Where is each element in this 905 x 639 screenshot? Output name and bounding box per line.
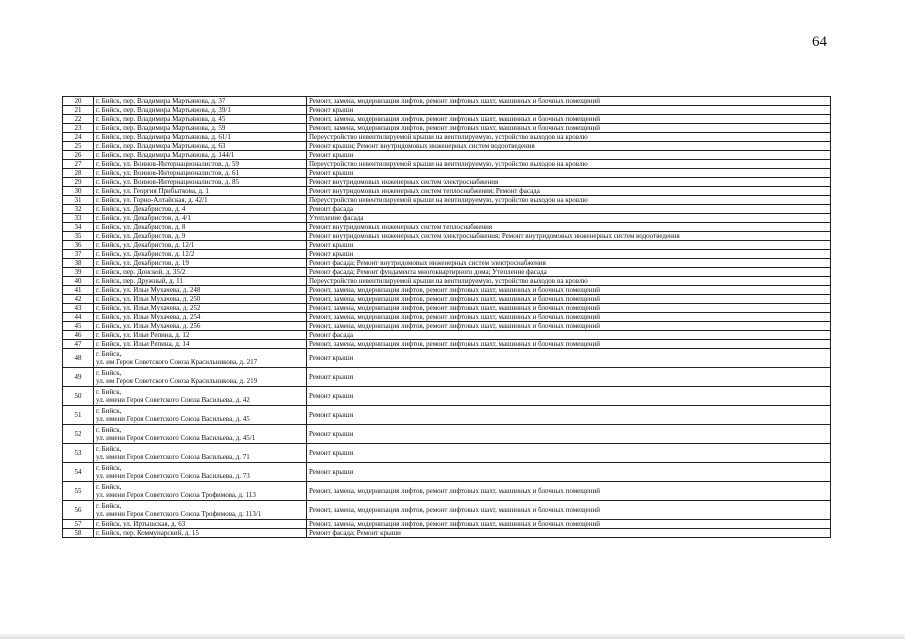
- table-row: [63, 387, 831, 406]
- table-row: [63, 501, 831, 520]
- table-row: [63, 304, 831, 313]
- row-number: 26: [63, 151, 94, 160]
- row-work-type: Ремонт крыши; Ремонт внутридомовых инженерных систем водоотведения: [307, 142, 831, 151]
- row-address: [94, 133, 307, 142]
- row-address: [94, 277, 307, 286]
- row-work-type: Ремонт крыши: [307, 106, 831, 115]
- row-number: 23: [63, 124, 94, 133]
- row-number: 29: [63, 178, 94, 187]
- address-line: г. Бийск,: [96, 350, 122, 358]
- row-address: [94, 142, 307, 151]
- row-address: [94, 425, 307, 444]
- row-address: [94, 501, 307, 520]
- row-number: 41: [63, 286, 94, 295]
- table-row: [63, 250, 831, 259]
- row-number: 42: [63, 295, 94, 304]
- row-address: [94, 187, 307, 196]
- works-table-body: [63, 97, 831, 538]
- row-work-type: Ремонт фасада; Ремонт внутридомовых инженерных систем электроснабжения: [307, 259, 831, 268]
- address-line: г. Бийск, ул. Декабристов, д. 19: [96, 259, 189, 267]
- row-address: [94, 387, 307, 406]
- row-work-type: Переустройство невентилируемой крыши на вентилируемую, устройство выходов на кровлю: [307, 160, 831, 169]
- address-line: г. Бийск,: [96, 464, 122, 472]
- address-line: ул. имени Героя Советского Союза Трофимова, д. 113: [96, 491, 256, 499]
- row-work-type: Ремонт крыши: [307, 406, 831, 425]
- table-row: [63, 169, 831, 178]
- row-number: 56: [63, 501, 94, 520]
- address-line: ул. им Героя Советского Союза Красильникова, д. 219: [96, 377, 258, 385]
- row-number: 27: [63, 160, 94, 169]
- row-address: [94, 196, 307, 205]
- row-work-type: Ремонт, замена, модернизация лифтов, ремонт лифтовых шахт, машинных и блочных помещений: [307, 322, 831, 331]
- table-row: [63, 268, 831, 277]
- table-row: [63, 196, 831, 205]
- row-work-type: Ремонт крыши: [307, 425, 831, 444]
- table-row: [63, 322, 831, 331]
- address-line: ул. имени Героя Советского Союза Васильева, д. 45: [96, 415, 250, 423]
- row-work-type: Ремонт фасада: [307, 331, 831, 340]
- row-work-type: Ремонт, замена, модернизация лифтов, ремонт лифтовых шахт, машинных и блочных помещений: [307, 482, 831, 501]
- row-number: 48: [63, 349, 94, 368]
- row-work-type: Ремонт, замена, модернизация лифтов, ремонт лифтовых шахт, машинных и блочных помещений: [307, 304, 831, 313]
- row-work-type: Ремонт крыши: [307, 387, 831, 406]
- row-address: [94, 368, 307, 387]
- address-line: г. Бийск, ул. Декабристов, д. 4/1: [96, 214, 191, 222]
- row-address: [94, 406, 307, 425]
- row-number: 57: [63, 520, 94, 529]
- table-row: [63, 115, 831, 124]
- row-number: 34: [63, 223, 94, 232]
- row-address: [94, 463, 307, 482]
- address-line: ул. им Героя Советского Союза Красильникова, д. 217: [96, 358, 258, 366]
- table-row: [63, 97, 831, 106]
- table-row: [63, 223, 831, 232]
- address-line: г. Бийск, ул. Ильи Репина, д. 14: [96, 340, 190, 348]
- row-address: [94, 340, 307, 349]
- table-row: [63, 340, 831, 349]
- table-row: [63, 124, 831, 133]
- row-work-type: Ремонт крыши: [307, 151, 831, 160]
- row-address: [94, 313, 307, 322]
- row-work-type: Ремонт внутридомовых инженерных систем теплоснабжения: [307, 223, 831, 232]
- table-row: [63, 444, 831, 463]
- table-row: [63, 151, 831, 160]
- row-work-type: Ремонт, замена, модернизация лифтов, ремонт лифтовых шахт, машинных и блочных помещений: [307, 501, 831, 520]
- row-address: [94, 106, 307, 115]
- address-line: г. Бийск, ул. Декабристов, д. 4: [96, 205, 186, 213]
- address-line: ул. имени Героя Советского Союза Васильева, д. 45/1: [96, 434, 256, 442]
- row-number: 43: [63, 304, 94, 313]
- row-number: 22: [63, 115, 94, 124]
- row-address: [94, 268, 307, 277]
- table-row: [63, 368, 831, 387]
- table-row: [63, 160, 831, 169]
- row-work-type: Ремонт, замена, модернизация лифтов, ремонт лифтовых шахт, машинных и блочных помещений: [307, 295, 831, 304]
- row-address: [94, 178, 307, 187]
- table-row: [63, 241, 831, 250]
- address-line: ул. имени Героя Советского Союза Васильева, д. 42: [96, 396, 250, 404]
- row-address: [94, 232, 307, 241]
- row-work-type: Ремонт, замена, модернизация лифтов, ремонт лифтовых шахт, машинных и блочных помещений: [307, 124, 831, 133]
- row-number: 35: [63, 232, 94, 241]
- address-line: г. Бийск, пер. Владимира Мартьянова, д. 39/1: [96, 106, 231, 114]
- address-line: г. Бийск, ул. Ильи Мухачева, д. 248: [96, 286, 201, 294]
- row-work-type: Ремонт фасада: [307, 205, 831, 214]
- address-line: г. Бийск, пер. Дружный, д. 11: [96, 277, 183, 285]
- row-work-type: Ремонт крыши: [307, 463, 831, 482]
- address-line: г. Бийск, ул. Ильи Мухачева, д. 250: [96, 295, 201, 303]
- row-number: 21: [63, 106, 94, 115]
- row-number: 51: [63, 406, 94, 425]
- address-line: г. Бийск, ул. Иртышская, д. 63: [96, 520, 186, 528]
- address-line: г. Бийск,: [96, 502, 122, 510]
- address-line: г. Бийск, ул. Ильи Мухачева, д. 256: [96, 322, 201, 330]
- table-row: [63, 529, 831, 538]
- address-line: г. Бийск,: [96, 388, 122, 396]
- row-work-type: Ремонт фасада; Ремонт крыши: [307, 529, 831, 538]
- row-number: 38: [63, 259, 94, 268]
- address-line: ул. имени Героя Советского Союза Трофимова, д. 113/1: [96, 510, 262, 518]
- address-line: г. Бийск, пер. Владимира Мартьянова, д. 144/1: [96, 151, 235, 159]
- table-row: [63, 106, 831, 115]
- row-address: [94, 304, 307, 313]
- row-work-type: Ремонт крыши: [307, 250, 831, 259]
- row-work-type: Переустройство невентилируемой крыши на вентилируемую, устройство выходов на кровлю: [307, 196, 831, 205]
- address-line: г. Бийск, пер. Владимира Мартьянова, д. 45: [96, 115, 226, 123]
- table-row: [63, 133, 831, 142]
- row-number: 53: [63, 444, 94, 463]
- row-number: 28: [63, 169, 94, 178]
- address-line: г. Бийск, ул. Ильи Репина, д. 12: [96, 331, 190, 339]
- row-work-type: Утепление фасада: [307, 214, 831, 223]
- row-number: 54: [63, 463, 94, 482]
- row-address: [94, 529, 307, 538]
- table-row: [63, 205, 831, 214]
- works-table: [62, 96, 831, 538]
- address-line: г. Бийск, пер. Владимира Мартьянова, д. 59: [96, 124, 226, 132]
- table-row: [63, 187, 831, 196]
- row-number: 55: [63, 482, 94, 501]
- table-row: [63, 295, 831, 304]
- row-address: [94, 169, 307, 178]
- row-number: 37: [63, 250, 94, 259]
- address-line: г. Бийск,: [96, 445, 122, 453]
- row-number: 58: [63, 529, 94, 538]
- row-address: [94, 520, 307, 529]
- row-number: 46: [63, 331, 94, 340]
- row-work-type: Ремонт, замена, модернизация лифтов, ремонт лифтовых шахт, машинных и блочных помещений: [307, 520, 831, 529]
- table-row: [63, 406, 831, 425]
- row-number: 24: [63, 133, 94, 142]
- table-row: [63, 286, 831, 295]
- row-number: 36: [63, 241, 94, 250]
- table-row: [63, 259, 831, 268]
- address-line: г. Бийск,: [96, 369, 122, 377]
- address-line: г. Бийск, пер. Коммунарский, д. 15: [96, 529, 199, 537]
- table-row: [63, 178, 831, 187]
- row-number: 32: [63, 205, 94, 214]
- row-work-type: Ремонт внутридомовых инженерных систем электроснабжения: [307, 178, 831, 187]
- address-line: г. Бийск, ул. Георгия Прибыткова, д. 1: [96, 187, 210, 195]
- row-address: [94, 214, 307, 223]
- row-work-type: Ремонт крыши: [307, 349, 831, 368]
- row-work-type: Ремонт крыши: [307, 368, 831, 387]
- table-row: [63, 277, 831, 286]
- address-line: г. Бийск, ул. Декабристов, д. 8: [96, 223, 186, 231]
- table-row: [63, 214, 831, 223]
- row-number: 52: [63, 425, 94, 444]
- address-line: г. Бийск, ул. Горно-Алтайская, д. 42/1: [96, 196, 208, 204]
- row-number: 47: [63, 340, 94, 349]
- row-work-type: Ремонт, замена, модернизация лифтов, ремонт лифтовых шахт, машинных и блочных помещений: [307, 286, 831, 295]
- table-row: [63, 232, 831, 241]
- row-number: 44: [63, 313, 94, 322]
- address-line: ул. имени Героя Советского Союза Васильева, д. 73: [96, 472, 250, 480]
- scan-edge: [0, 633, 905, 639]
- row-address: [94, 259, 307, 268]
- row-address: [94, 160, 307, 169]
- address-line: г. Бийск, ул. Декабристов, д. 9: [96, 232, 186, 240]
- row-address: [94, 124, 307, 133]
- table-row: [63, 313, 831, 322]
- row-address: [94, 349, 307, 368]
- row-number: 49: [63, 368, 94, 387]
- address-line: г. Бийск, пер. Владимира Мартьянова, д. 61/1: [96, 133, 231, 141]
- row-work-type: Ремонт, замена, модернизация лифтов, ремонт лифтовых шахт, машинных и блочных помещений: [307, 115, 831, 124]
- table-row: [63, 463, 831, 482]
- row-address: [94, 151, 307, 160]
- page-number: 64: [812, 34, 827, 50]
- row-work-type: Переустройство невентилируемой крыши на вентилируемую, устройство выходов на кровлю: [307, 133, 831, 142]
- row-number: 33: [63, 214, 94, 223]
- address-line: г. Бийск, ул. Декабристов, д. 12/2: [96, 250, 195, 258]
- address-line: г. Бийск, ул. Воинов-Интернационалистов, д. 59: [96, 160, 239, 168]
- table-row: [63, 142, 831, 151]
- table-row: [63, 425, 831, 444]
- row-number: 50: [63, 387, 94, 406]
- row-address: [94, 331, 307, 340]
- row-number: 20: [63, 97, 94, 106]
- row-work-type: Ремонт крыши: [307, 241, 831, 250]
- row-address: [94, 286, 307, 295]
- row-address: [94, 223, 307, 232]
- address-line: г. Бийск, ул. Декабристов, д. 12/1: [96, 241, 195, 249]
- address-line: г. Бийск,: [96, 426, 122, 434]
- row-address: [94, 250, 307, 259]
- row-address: [94, 205, 307, 214]
- row-work-type: Ремонт, замена, модернизация лифтов, ремонт лифтовых шахт, машинных и блочных помещений: [307, 313, 831, 322]
- row-address: [94, 482, 307, 501]
- address-line: г. Бийск, ул. Ильи Мухачева, д. 254: [96, 313, 201, 321]
- address-line: г. Бийск,: [96, 483, 122, 491]
- address-line: г. Бийск,: [96, 407, 122, 415]
- row-address: [94, 115, 307, 124]
- address-line: г. Бийск, пер. Донской, д. 35/2: [96, 268, 186, 276]
- row-address: [94, 322, 307, 331]
- row-address: [94, 295, 307, 304]
- row-work-type: Ремонт внутридомовых инженерных систем электроснабжения; Ремонт внутридомовых инженерных систем водоотведения: [307, 232, 831, 241]
- row-number: 45: [63, 322, 94, 331]
- row-work-type: Ремонт крыши: [307, 169, 831, 178]
- table-row: [63, 482, 831, 501]
- row-work-type: Ремонт, замена, модернизация лифтов, ремонт лифтовых шахт, машинных и блочных помещений: [307, 97, 831, 106]
- address-line: г. Бийск, ул. Ильи Мухачева, д. 252: [96, 304, 201, 312]
- row-address: [94, 241, 307, 250]
- row-number: 30: [63, 187, 94, 196]
- row-work-type: Ремонт, замена, модернизация лифтов, ремонт лифтовых шахт, машинных и блочных помещений: [307, 340, 831, 349]
- row-number: 39: [63, 268, 94, 277]
- row-number: 40: [63, 277, 94, 286]
- address-line: г. Бийск, пер. Владимира Мартьянова, д. 37: [96, 97, 226, 105]
- row-address: [94, 444, 307, 463]
- table-row: [63, 520, 831, 529]
- address-line: г. Бийск, ул. Воинов-Интернационалистов, д. 85: [96, 178, 239, 186]
- address-line: г. Бийск, пер. Владимира Мартьянова, д. 63: [96, 142, 226, 150]
- row-work-type: Переустройство невентилируемой крыши на вентилируемую, устройство выходов на кровлю: [307, 277, 831, 286]
- row-work-type: Ремонт внутридомовых инженерных систем теплоснабжения; Ремонт фасада: [307, 187, 831, 196]
- table-row: [63, 349, 831, 368]
- table-row: [63, 331, 831, 340]
- address-line: г. Бийск, ул. Воинов-Интернационалистов, д. 61: [96, 169, 239, 177]
- row-number: 25: [63, 142, 94, 151]
- row-address: [94, 97, 307, 106]
- address-line: ул. имени Героя Советского Союза Васильева, д. 71: [96, 453, 250, 461]
- row-work-type: Ремонт крыши: [307, 444, 831, 463]
- row-work-type: Ремонт фасада; Ремонт фундамента многоквартирного дома; Утепление фасада: [307, 268, 831, 277]
- row-number: 31: [63, 196, 94, 205]
